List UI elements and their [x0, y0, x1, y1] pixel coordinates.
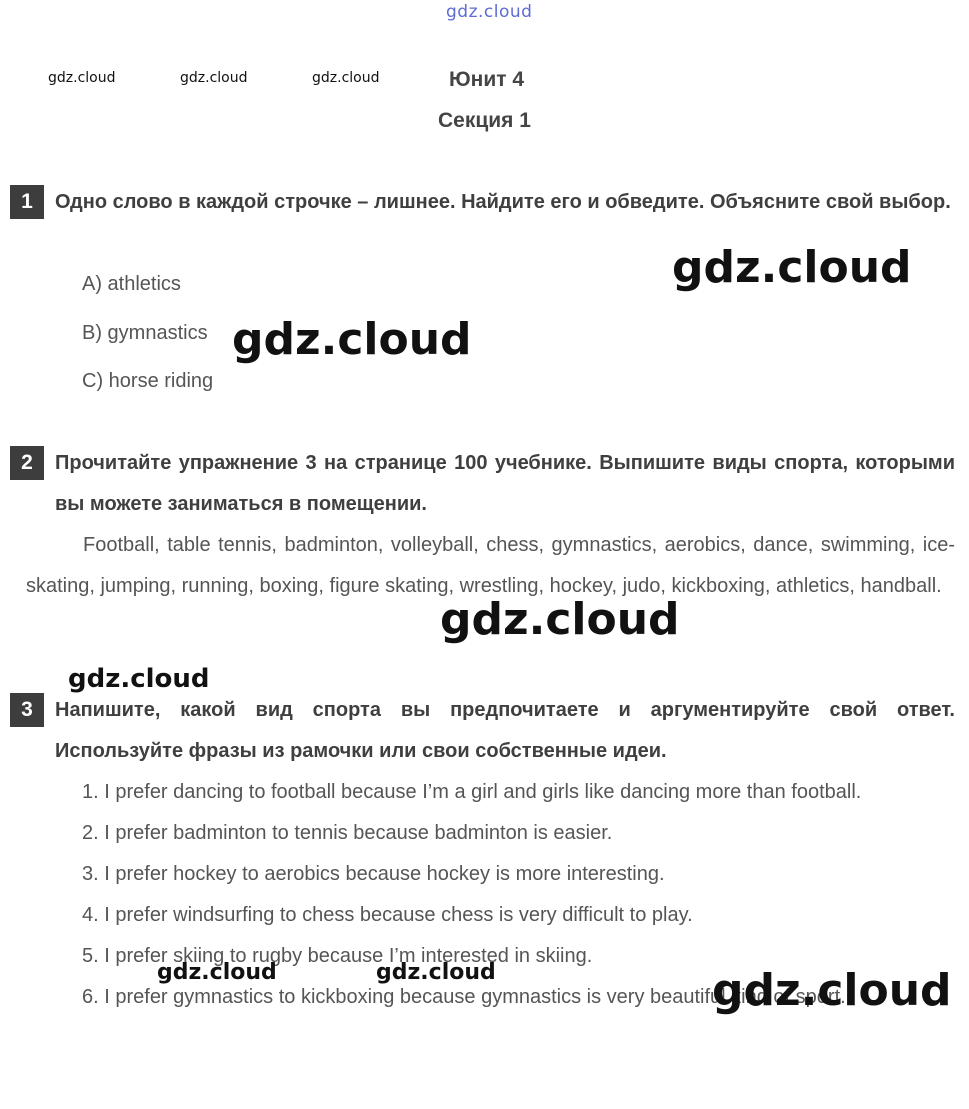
task-instruction: Одно слово в каждой строчке – лишнее. Найдите его и обведите. Объясните свой выбор.	[55, 191, 951, 213]
answer-item: 4. I prefer windsurfing to chess because chess is very difficult to play.	[82, 904, 693, 926]
watermark: gdz.cloud	[157, 960, 277, 985]
task-answer-paragraph: Football, table tennis, badminton, volleyball, chess, gymnastics, aerobics, dance, swimming, ice-skating, jumping, running, boxing, figure skating, wrestling, hockey, judo, kickboxing, athletics, handball.	[26, 534, 955, 597]
watermark: gdz.cloud	[180, 70, 248, 86]
task-instruction: Прочитайте упражнение 3 на странице 100 учебнике. Выпишите виды спорта, которыми вы можете заниматься в помещении.	[55, 452, 955, 515]
task-number-badge: 1	[10, 185, 44, 219]
task-number-badge: 3	[10, 693, 44, 727]
watermark: gdz.cloud	[712, 965, 952, 1016]
task-instruction: Напишите, какой вид спорта вы предпочитаете и аргументируйте свой ответ. Используйте фразы из рамочки или свои собственные идеи.	[55, 699, 955, 762]
watermark: gdz.cloud	[48, 70, 116, 86]
unit-title: Юнит 4	[449, 68, 525, 91]
watermark: gdz.cloud	[440, 594, 680, 645]
watermark: gdz.cloud	[312, 70, 380, 86]
answer-item: 6. I prefer gymnastics to kickboxing because gymnastics is very beautiful kind of sport.	[82, 986, 846, 1008]
answer-item: 2. I prefer badminton to tennis because badminton is easier.	[82, 822, 613, 844]
answer-item: 1. I prefer dancing to football because I’m a girl and girls like dancing more than football.	[82, 781, 862, 803]
answer-item: 5. I prefer skiing to rugby because I’m interested in skiing.	[82, 945, 593, 967]
watermark-top: gdz.cloud	[446, 2, 533, 22]
option-a: A) athletics	[82, 273, 181, 295]
answer-item: 3. I prefer hockey to aerobics because hockey is more interesting.	[82, 863, 665, 885]
watermark: gdz.cloud	[376, 960, 496, 985]
option-b: B) gymnastics	[82, 322, 208, 344]
watermark: gdz.cloud	[672, 242, 912, 293]
watermark: gdz.cloud	[68, 664, 210, 694]
section-title: Секция 1	[438, 109, 531, 132]
option-c: C) horse riding	[82, 370, 214, 392]
task-number-badge: 2	[10, 446, 44, 480]
watermark: gdz.cloud	[232, 314, 472, 365]
